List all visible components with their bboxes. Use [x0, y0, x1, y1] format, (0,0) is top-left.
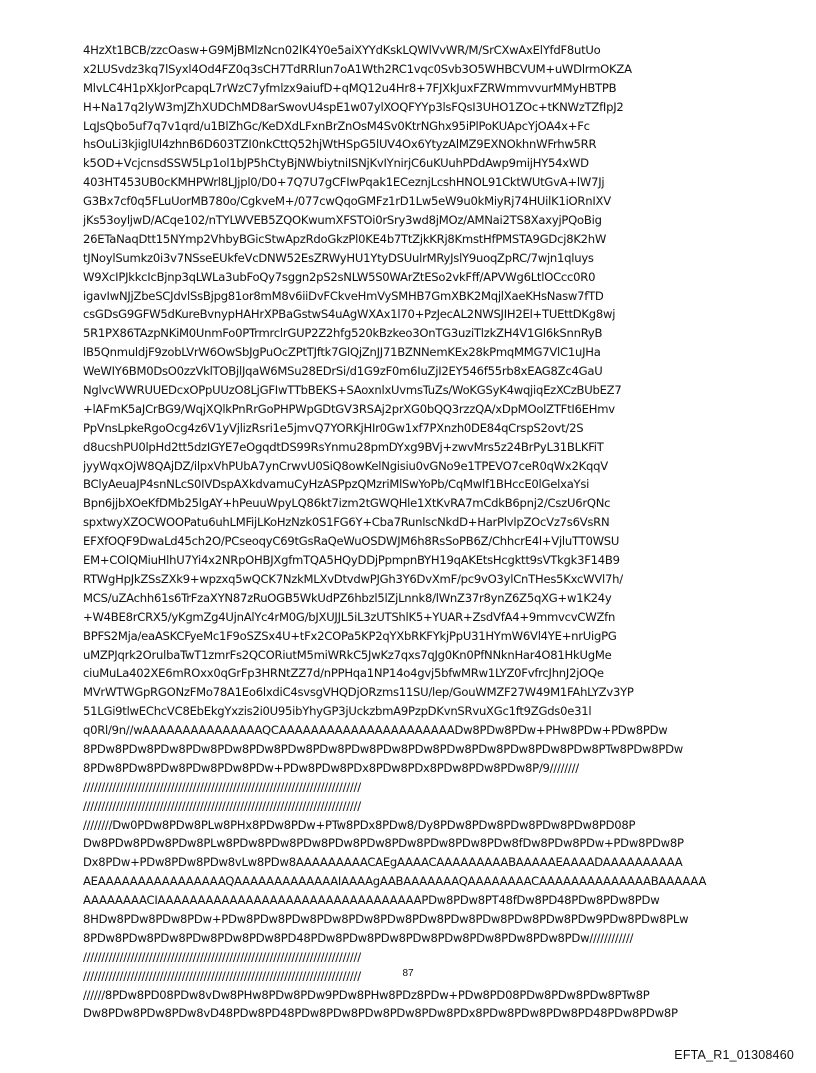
text-line: 5R1PX86TAzpNKiM0UnmFo0PTrmrclrGUP2Z2hfg520kBzkeo3OnTG3uziTlzkZH4V1Gl6kSnnRyB [83, 326, 603, 341]
encoded-text-block [83, 41, 743, 1023]
text-line: +lAFmK5aJCrBG9/WqjXQlkPnRrGoPHPWpGDtGV3RSAj2prXG0bQQ3rzzQA/xDpMOolZTFtI6EHmv [83, 401, 615, 416]
text-line: x2LUSvdz3kq7lSyxl4Od4FZ0q3sCH7TdRRlun7oA1Wth2RC1vqc0Svb3O5WHBCVUM+uWDlrmOKZA [83, 61, 632, 76]
text-line: jKs53oyljwD/ACqe102/nTYLWVEB5ZQOKwumXFSTOi0rSry3wd8jMOz/AMNai2TS8XaxyjPQoBig [83, 213, 602, 228]
text-line: //////////////////////////////////////////////////////////////////////////// [83, 968, 361, 983]
text-line: ciuMuLa402XE6mROxx0qGrFp3HRNtZZ7d/nPPHqa1NP14o4gvj5bfwMRw1LYZ0FvfrcJhnJ2jOQe [83, 666, 604, 681]
text-line: igavIwNJjZbeSCJdvlSsBjpg81or8mM8v6iiDvFCkveHmVySMHB7GmXBK2MqjlXaeKHsNasw7fTD [83, 288, 604, 303]
text-line: Dw8PDw8PDw8PDw8vD48PDw8PD48PDw8PDw8PDw8PDw8PDw8PDx8PDw8PDw8PDw8PD48PDw8PDw8P [83, 1006, 678, 1021]
document-id: EFTA_R1_01308460 [674, 1048, 794, 1062]
text-line: LqJsQbo5uf7q7v1qrd/u1BlZhGc/KeDXdLFxnBrZnOsM4Sv0KtrNGhx95iPlPoKUApcYjOA4x+Fc [83, 118, 590, 133]
text-line: 4HzXt1BCB/zzcOasw+G9MjBMlzNcn02lK4Y0e5aiXYYdKskLQWlVvWR/M/SrCXwAxElYfdF8utUo [83, 43, 601, 57]
text-line: tJNoylSumkz0i3v7NSseEUkfeVcDNW52EsZRWyHU1YtyDSUulrMRyJslY9uoqZpRC/7wjn1qluys [83, 250, 594, 265]
text-line: csGDsG9GFW5dKureBvnypHAHrXPBaGstwS4uAgWXAx1l70+PzJecAL2NWSJIH2El+TUEttDKg8wj [83, 307, 616, 322]
text-line: Bpn6jjbXOeKfDMb25lgAY+hPeuuWpyLQ86kt7izm2tGWQHle1XtKvRA7mCdkB6pnj2/CszU6rQNc [83, 496, 611, 511]
page-number: 87 [402, 968, 414, 979]
text-line: jyyWqxOjW8QAjDZ/ilpxVhPUbA7ynCrwvU0SiQ8owKelNgisiu0vGNo9e1TPEVO7ceR0qWx2KqqV [83, 458, 608, 473]
text-line: uMZPJqrk2OrulbaTwT1zmrFs2QCORiutM5miWRkC5JwKz7qxs7qJg0Kn0PfNNknHar4O81HkUgMe [83, 647, 612, 662]
text-line: RTWgHpJkZSsZXk9+wpzxq5wQCK7NzkMLXvDtvdwPJGh3Y6DvXmF/pc9vO3ylCnTHes5KxcWVl7h/ [83, 571, 623, 586]
text-line: //////////////////////////////////////////////////////////////////////////// [83, 949, 361, 964]
text-line: WeWIY6BM0DsO0zzVklTOBjlJqaW6MSu28EDrSi/d1G9zF0m6IuZjI2EY546f55rb8xEAG8Zc4GaU [83, 364, 603, 379]
text-line: H+Na17q2lyW3mJZhXUDChMD8arSwovU4spE1w07ylXOQFYYp3lsFQsI3UHO1ZOc+tKNWzTZfIpJ2 [83, 99, 624, 114]
text-line: Dw8PDw8PDw8PDw8PLw8PDw8PDw8PDw8PDw8PDw8PDw8PDw8PDw8PDw8fDw8PDw8PDw+PDw8PDw8P [83, 836, 684, 851]
text-line: hsOuLi3kjiglUl4zhnB6D603TZI0nkCttQ52hjWtHSpG5lUV4Ox6YtyzAlMZ9EXNOkhnWFrhw5RR [83, 137, 597, 152]
text-line: NglvcWWRUUEDcxOPpUUzO8LjGFIwTTbBEKS+SAoxnlxUvmsTuZs/WoKGSyK4wqjiqEzXCzBUbEZ7 [83, 383, 622, 398]
text-line: 51LGi9tlwEChcVC8EbEkgYxzis2i0U95ibYhyGP3jUckzbmA9PzpDKvnSRvuXGc1ft9ZGds0e31l [83, 704, 592, 719]
text-line: 8PDw8PDw8PDw8PDw8PDw8PDw8PD48PDw8PDw8PDw8PDw8PDw8PDw8PDw8PDw8PDw//////////// [83, 930, 634, 945]
text-line: ////////Dw0PDw8PDw8PLw8PHx8PDw8PDw+PTw8PDx8PDw8/Dy8PDw8PDw8PDw8PDw8PDw8PD08P [83, 817, 636, 832]
text-line: 8HDw8PDw8PDw8PDw+PDw8PDw8PDw8PDw8PDw8PDw8PDw8PDw8PDw8PDw8PDw8PDw9PDw8PDw8PLw [83, 911, 689, 926]
text-line: spxtwyXZOCWOOPatu6uhLMFijLKoHzNzk0S1FG6Y+Cba7RunlscNkdD+HarPlvlpZOcVz7s6VsRN [83, 515, 610, 530]
text-line: 8PDw8PDw8PDw8PDw8PDw8PDw8PDw8PDw8PDw8PDw8PDw8PDw8PDw8PDw8PDw8PDw8PTw8PDw8PDw [83, 741, 684, 756]
text-line: EM+COlQMiuHlhU7Yi4x2NRpOHBJXgfmTQA5HQyDDjPpmpnBYH19qAKEtsHcgktt9sVTkgk3F14B9 [83, 553, 620, 568]
text-line: 403HT453UB0cKMHPWrl8LJjpl0/D0+7Q7U7gCFIwPqak1ECeznjLcshHNOL91CktWUtGvA+lW7Jj [83, 175, 605, 190]
text-line: //////////////////////////////////////////////////////////////////////////// [83, 798, 361, 813]
text-line: EFXfOQF9DwaLd45ch2O/PCseoqyC69tGsRaQeWuOSDWJM6h8RsSoPB6Z/ChhcrE4l+VjluTT0WSU [83, 534, 620, 549]
text-line: BPFS2Mja/eaASKCFyeMc1F9oSZSx4U+tFx2COPa5KP2qYXbRKFYkjPpU31HYmW6Vl4YE+nrUigPG [83, 628, 617, 643]
text-line: 8PDw8PDw8PDw8PDw8PDw8PDw+PDw8PDw8PDx8PDw8PDx8PDw8PDw8PDw8P/9//////// [83, 760, 579, 775]
text-line: q0Rl/9n//wAAAAAAAAAAAAAAAQCAAAAAAAAAAAAAAAAAAAAAADw8PDw8PDw+PHw8PDw+PDw8PDw [83, 723, 668, 738]
text-line: MCS/uZAchh61s6TrFzaXYN87zRuOGB5WkUdPZ6hbzl5lZjLnnk8/lWnZ37r8ynZ6Z5qXG+w1K24y [83, 590, 612, 605]
text-line: W9XcIPJkkcIcBjnp3qLWLa3ubFoQy7sggn2pS2sNLW5S0WArZtESo2vkFff/APVWg6LtlOCcc0R0 [83, 269, 596, 284]
text-line: 26ETaNaqDtt15NYmp2VhbyBGicStwApzRdoGkzPl0KE4b7TtZjkKRj8KmstHfPMSTA9GDcj8K2hW [83, 231, 607, 246]
text-line: k5OD+VcjcnsdSSW5Lp1ol1bJP5hCtyBjNWbiytniISNjKvIYnirjC6uKUuhPDdAwp9mijHY54xWD [83, 156, 589, 171]
text-line: Dx8PDw+PDw8PDw8PDw8vLw8PDw8AAAAAAAAACAEgAAAACAAAAAAAAABAAAAAEAAAADAAAAAAAAAA [83, 855, 683, 870]
text-line: MVrWTWGpRGONzFMo78A1Eo6lxdiC4svsgVHQDjORzms11SU/lep/GouWMZF27W49M1FAhLYZv3YP [83, 685, 634, 700]
text-line: lB5QnmuldjF9zobLVrW6OwSbJgPuOcZPtTJftk7GlQjZnJJ71BZNNemKEx28kPmqMMG7VlC1uJHa [83, 345, 601, 360]
text-line: PpVnsLpkeRgoOcg4z6V1yVjlizRsri1e5jmvQ7YORKjHIr0Gw1xf7PXnzh0DE84qCrspS2ovt/2S [83, 420, 584, 435]
text-line: //////////////////////////////////////////////////////////////////////////// [83, 779, 361, 794]
text-line: AAAAAAAACIAAAAAAAAAAAAAAAAAAAAAAAAAAAAAAAAAPDw8PDw8PT48fDw8PD48PDw8PDw8PDw [83, 893, 660, 908]
text-line: AEAAAAAAAAAAAAAAAAQAAAAAAAAAAAAAIAAAAgAABAAAAAAAQAAAAAAAACAAAAAAAAAAAAAABAAAAAA [83, 874, 707, 889]
text-line: BClyAeuaJP4snNLcS0IVDspAXkdvamuCyHzASPpzQMzriMlSwYoPb/CqMwlf1BHccE0lGelxaYsi [83, 477, 590, 492]
text-line: +W4BE8rCRX5/yKgmZg4UjnAlYc4rM0G/bJXUJJL5iL3zUTShlK5+YUAR+ZsdVfA4+9mmvcvCWZfn [83, 609, 616, 624]
text-line: d8ucshPU0lpHd2tt5dzIGYE7eOgqdtDS99RsYnmu28pmDYxg9BVj+zwvMrs5z24BrPyL31BLKFiT [83, 439, 604, 454]
text-line: //////8PDw8PD08PDw8vDw8PHw8PDw8PDw9PDw8PHw8PDz8PDw+PDw8PD08PDw8PDw8PDw8PTw8P [83, 987, 650, 1002]
text-line: G3Bx7cf0q5FLuUorMB780o/CgkveM+/077cwQqoGMFz1rD1Lw5eW9u0kMiyRj74HUilK1iORnIXV [83, 194, 611, 209]
text-line: MlvLC4H1pXkJorPcapqL7rWzC7yfmlzx9aiufD+qMQ12u4Hr8+7FJXkJuxFZRWmmvvurMMyHBTPB [83, 80, 617, 95]
